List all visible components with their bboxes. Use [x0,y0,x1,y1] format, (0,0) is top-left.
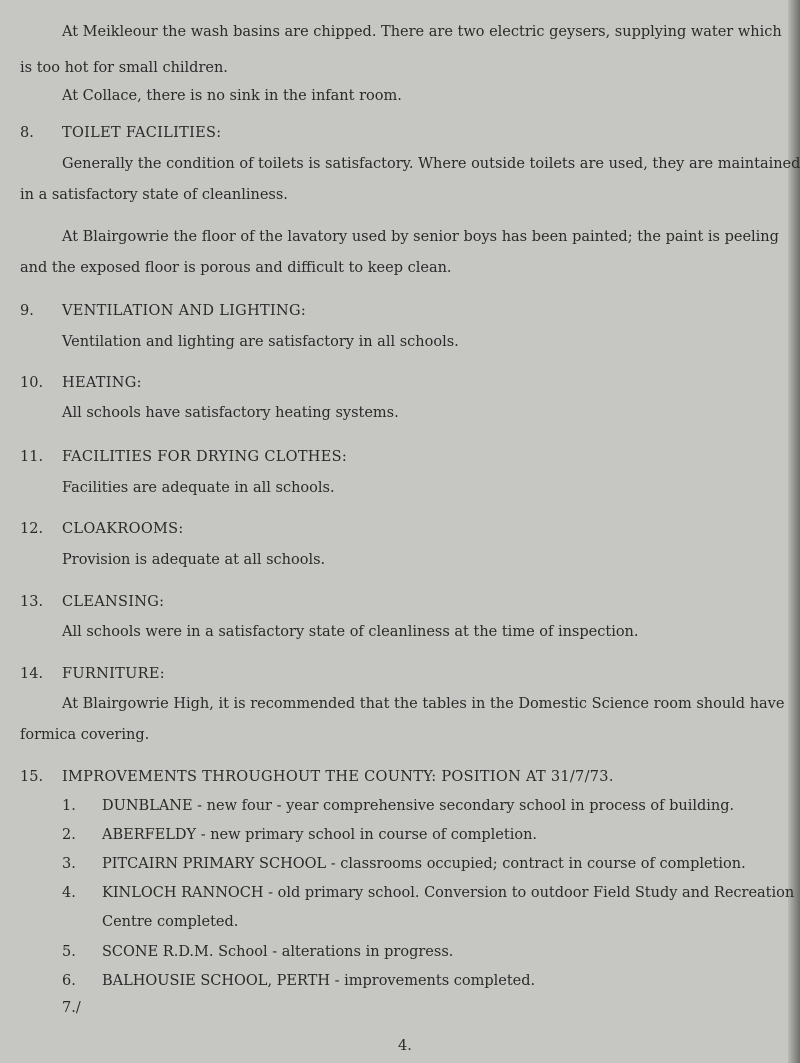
section-14-line-2: formica covering. [20,727,150,743]
section-8-line-1: Generally the condition of toilets is satisfactory. Where outside toilets are used, they are maintained [62,156,800,172]
list-item-text: ABERFELDY - new primary school in course of completion. [102,827,538,843]
section-11-text: Facilities are adequate in all schools. [62,480,335,496]
list-item-number: 1. [62,798,76,814]
section-15-number: 15. [20,769,44,785]
section-14-title: FURNITURE: [62,666,165,682]
list-item-number: 3. [62,856,76,872]
list-item-text: BALHOUSIE SCHOOL, PERTH - improvements completed. [102,973,536,989]
section-15-title: IMPROVEMENTS THROUGHOUT THE COUNTY: POSITION AT 31/7/73. [62,769,614,785]
section-9-text: Ventilation and lighting are satisfactory in all schools. [62,334,459,350]
section-8-number: 8. [20,125,34,141]
list-item-number: 6. [62,973,76,989]
list-item-text: PITCAIRN PRIMARY SCHOOL - classrooms occupied; contract in course of completion. [102,856,746,872]
section-14-line-1: At Blairgowrie High, it is recommended that the tables in the Domestic Science room should have [62,696,785,712]
section-10-title: HEATING: [62,375,142,391]
section-10-number: 10. [20,375,44,391]
intro-line-1: At Meikleour the wash basins are chipped. There are two electric geysers, supplying water which [62,24,782,40]
section-13-number: 13. [20,594,44,610]
section-8-title: TOILET FACILITIES: [62,125,222,141]
list-item-text: SCONE R.D.M. School - alterations in progress. [102,944,454,960]
section-11-title: FACILITIES FOR DRYING CLOTHES: [62,449,348,465]
section-13-text: All schools were in a satisfactory state of cleanliness at the time of inspection. [62,624,639,640]
list-item-text-continued: Centre completed. [102,914,239,930]
continuation-marker: 7./ [62,1000,81,1016]
list-item-number: 5. [62,944,76,960]
section-10-text: All schools have satisfactory heating systems. [62,405,399,421]
section-8-line-4: and the exposed floor is porous and difficult to keep clean. [20,260,452,276]
section-12-title: CLOAKROOMS: [62,521,184,537]
list-item-number: 2. [62,827,76,843]
section-9-number: 9. [20,303,34,319]
section-14-number: 14. [20,666,44,682]
section-11-number: 11. [20,449,44,465]
section-12-number: 12. [20,521,44,537]
section-13-title: CLEANSING: [62,594,165,610]
section-8-line-3: At Blairgowrie the floor of the lavatory used by senior boys has been painted; the paint is peeling [62,229,779,245]
intro-paragraph-2: At Collace, there is no sink in the infant room. [62,88,402,104]
intro-line-2: is too hot for small children. [20,60,228,76]
section-9-title: VENTILATION AND LIGHTING: [62,303,307,319]
list-item-text: KINLOCH RANNOCH - old primary school. Conversion to outdoor Field Study and Recreation [102,885,795,901]
section-8-line-2: in a satisfactory state of cleanliness. [20,187,288,203]
section-12-text: Provision is adequate at all schools. [62,552,326,568]
page-number: 4. [398,1038,412,1054]
list-item-number: 4. [62,885,76,901]
list-item-text: DUNBLANE - new four - year comprehensive secondary school in process of building. [102,798,735,814]
